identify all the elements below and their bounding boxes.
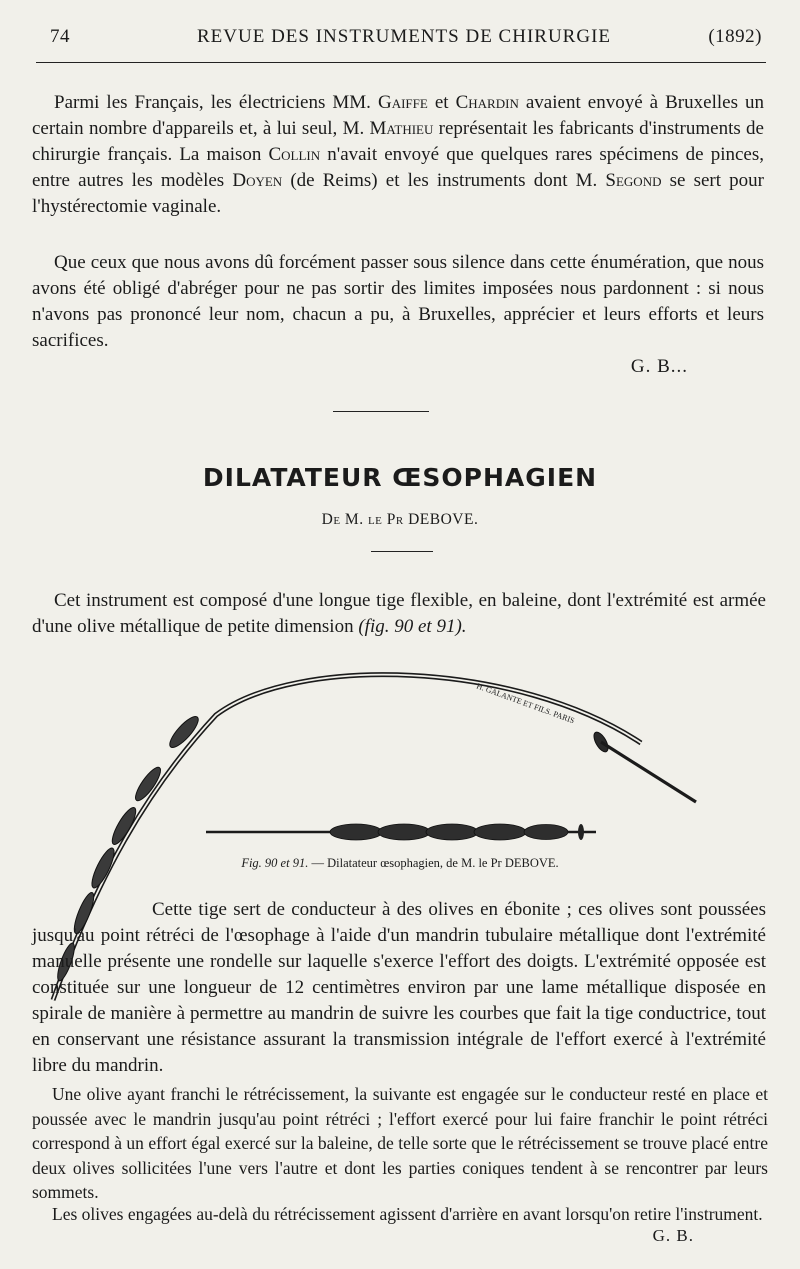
name-mathieu: Mathieu [369, 118, 434, 139]
name-gaiffe: Gaiffe [377, 92, 428, 113]
name-segond: Segond [605, 170, 662, 191]
intro-signature: G. B... [630, 356, 688, 377]
running-head [46, 26, 762, 52]
article-title: DILATATEUR ŒSOPHAGIEN [202, 463, 598, 492]
article-paragraph-2: Cette tige sert de conducteur à des olives en ébonite ; ces olives sont poussées jusqu'au point rétréci de l'œsophage à l'aide d'un mandrin tubulaire métallique dont l'extrémité manuelle présente une rondelle sur laquelle s'exerce l'effort des doigts. L'extrémité opposée est constituée sur une longueur de 12 centimètres environ par une lame métallique disposée en spirale de manière à permettre au mandrin de suivre les courbes que fait la tige conductrice, tout en conservant une résistance assurant la transmission intégrale de l'effort exercé à l'extrémité libre du mandrin. [32, 899, 766, 1076]
byline-rule [371, 551, 433, 552]
article-paragraph-3: Une olive ayant franchi le rétrécissement, la suivante est engagée sur le conducteur resté en place et poussée avec le mandrin jusqu'au point rétréci ; l'effort exercé pour lui faire franchir le point rétréci correspond à un effort égal exercé sur la baleine, de telle sorte que le rétrécissement se trouve placé entre deux olives sollicitées l'une vers l'autre et dont les parties coniques tendent à se rencontrer par leurs sommets. [32, 1084, 768, 1202]
article-paragraph-4: Les olives engagées au-delà du rétrécissement agissent d'arrière en avant lorsqu'on retire l'instrument. [52, 1204, 763, 1224]
article-signature: G. B. [652, 1226, 694, 1245]
maker-mark: H. GALANTE ET FILS. PARIS [475, 681, 576, 726]
running-title: REVUE DES INSTRUMENTS DE CHIRURGIE [197, 26, 611, 47]
name-chardin: Chardin [455, 92, 519, 113]
figure-caption: Fig. 90 et 91. — Dilatateur œsophagien, de M. le Pr DEBOVE. [241, 856, 559, 870]
year: (1892) [708, 26, 762, 47]
intro-paragraph-1: Parmi les Français, les électriciens MM. Gaiffe et Chardin avaient envoyé à Bruxelles un certain nombre d'appareils et, à lui seul, M. Mathieu représentait les fabricants d'instruments de chirurgie français. La maison Collin n'avait envoyé que quelques rares spécimens de pinces, entre autres les modèles Doyen (de Reims) et les instruments dont M. Segond se sert pour l'hystérectomie vaginale. [32, 92, 764, 217]
header-rule [36, 62, 766, 63]
page-number: 74 [50, 26, 70, 47]
name-collin: Collin [268, 144, 321, 165]
name-doyen: Doyen [232, 170, 283, 191]
article-paragraph-1: Cet instrument est composé d'une longue tige flexible, en baleine, dont l'extrémité est armée d'une olive métallique de petite dimension (fig. 90 et 91). [32, 590, 766, 637]
figure-reference: (fig. 90 et 91). [358, 616, 467, 637]
straight-mandrin [206, 824, 596, 840]
article-byline: De M. le Pr DEBOVE. [321, 511, 479, 528]
section-separator [333, 411, 429, 412]
intro-paragraph-2: Que ceux que nous avons dû forcément passer sous silence dans cette énumération, que nous avons été obligé d'abréger pour ne pas sortir des limites imposées nous pardonnent : si nous n'avons pas prononcé leur nom, chacun a pu, à Bruxelles, apprécier et leurs efforts et leurs sacrifices. [32, 252, 764, 351]
handle-rod [601, 742, 696, 802]
